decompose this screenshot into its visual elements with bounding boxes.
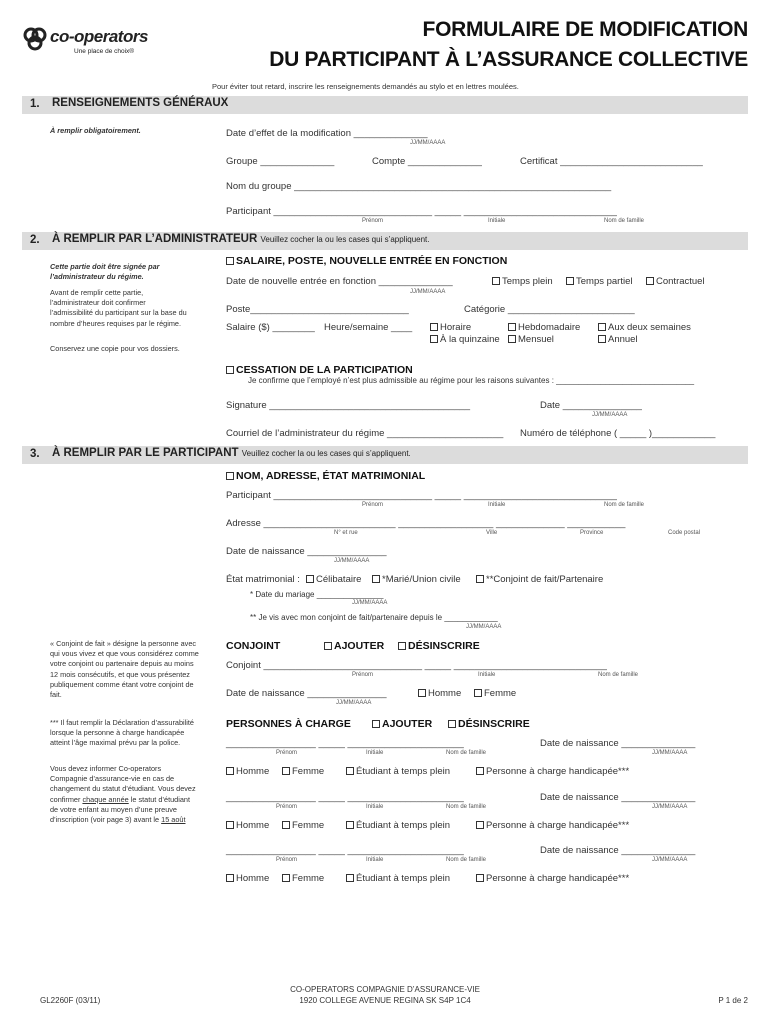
sub-initiale: Initiale: [478, 672, 496, 678]
sub-code-postal: Code postal: [668, 530, 701, 536]
compte-field[interactable]: Compte ______________: [372, 156, 482, 167]
section-1-note: À remplir obligatoirement.: [50, 126, 141, 135]
nom-adresse-heading[interactable]: [226, 470, 425, 482]
charge-3-femme-checkbox[interactable]: [282, 874, 290, 882]
charge-3-femme-option[interactable]: [282, 873, 324, 884]
charge-1-etudiant-checkbox[interactable]: [346, 767, 354, 775]
section-title-text: À REMPLIR PAR LE PARTICIPANT: [52, 447, 239, 459]
nouvelle-entree-field[interactable]: Date de nouvelle entrée en fonction ______________: [226, 276, 453, 287]
naissance-field[interactable]: Date de naissance _______________: [226, 546, 387, 557]
date-format-hint: JJ/MM/AAAA: [336, 700, 372, 706]
date-format-hint: JJ/MM/AAAA: [334, 558, 370, 564]
student-note-deadline: 15 août: [161, 815, 186, 825]
handicape-label: Personne à charge handicapée***: [486, 873, 630, 884]
cessation-heading[interactable]: [226, 364, 413, 376]
desinscrire-label: DÉSINSCRIRE: [458, 718, 530, 730]
cessation-reason-field[interactable]: Je confirme que l’employé n’est plus admissible au régime pour les raisons suivantes : _______________________________: [248, 376, 695, 385]
form-code: GL2260F (03/11): [40, 996, 101, 1005]
sub-nom: Nom de famille: [604, 218, 645, 224]
hebdo-label: Hebdomadaire: [518, 322, 581, 333]
etudiant-label: Étudiant à temps plein: [356, 820, 451, 831]
conjoint-fait-label: **Conjoint de fait/Partenaire: [486, 574, 604, 585]
charge-1-femme-checkbox[interactable]: [282, 767, 290, 775]
conjoint-heading: CONJOINT: [226, 640, 281, 652]
date-format-hint: JJ/MM/AAAA: [652, 857, 688, 863]
femme-label: Femme: [292, 766, 325, 777]
contractuel-label: Contractuel: [656, 276, 705, 287]
conjoint-femme-checkbox[interactable]: [474, 689, 482, 697]
desinscrire-label: DÉSINSCRIRE: [408, 640, 480, 652]
charge-3-etudiant-checkbox[interactable]: [346, 874, 354, 882]
conjoint-fait-checkbox[interactable]: [476, 575, 484, 583]
date-format-hint: JJ/MM/AAAA: [652, 804, 688, 810]
sub-nom: Nom de famille: [446, 804, 487, 810]
sub-province: Province: [580, 530, 604, 536]
handicape-label: Personne à charge handicapée***: [486, 820, 630, 831]
cessation-heading-text: CESSATION DE LA PARTICIPATION: [236, 364, 413, 376]
charge-3-handicape-option[interactable]: [476, 873, 629, 884]
charge-3-etudiant-option[interactable]: [346, 873, 450, 884]
sub-nom: Nom de famille: [604, 502, 645, 508]
conjoint-field[interactable]: Conjoint ______________________________ _____ _____________________________: [226, 660, 607, 671]
celibataire-checkbox[interactable]: [306, 575, 314, 583]
charge-2-name-field[interactable]: _________________ _____ ______________________: [226, 792, 464, 803]
sub-rue: N° et rue: [334, 530, 358, 536]
charge-3-name-field[interactable]: _________________ _____ ______________________: [226, 845, 464, 856]
section-3-header: [22, 446, 748, 464]
conjoint-fait-option[interactable]: [476, 574, 603, 585]
effective-date-field[interactable]: Date d’effet de la modification ______________: [226, 128, 428, 139]
section-title: [52, 233, 430, 245]
aux-deux-checkbox[interactable]: [598, 323, 606, 331]
conjoint-homme-checkbox[interactable]: [418, 689, 426, 697]
mensuel-label: Mensuel: [518, 334, 554, 345]
mensuel-option[interactable]: [508, 334, 554, 345]
charge-2-homme-checkbox[interactable]: [226, 821, 234, 829]
sub-ville: Ville: [486, 530, 498, 536]
intro-instruction: Pour éviter tout retard, inscrire les renseignements demandés au stylo et en lettres moulées.: [212, 82, 519, 91]
sub-nom: Nom de famille: [446, 750, 487, 756]
student-status-note: [50, 764, 200, 825]
company-address: 1920 COLLEGE AVENUE REGINA SK S4P 1C4: [299, 996, 471, 1005]
charge-1-handicape-checkbox[interactable]: [476, 767, 484, 775]
copy-note: Conservez une copie pour vos dossiers.: [50, 344, 180, 353]
quinzaine-option[interactable]: [430, 334, 500, 345]
salaire-checkbox[interactable]: [226, 257, 234, 265]
charge-1-naissance-field[interactable]: Date de naissance ______________: [540, 738, 696, 749]
participant-field[interactable]: Participant ______________________________ _____ _____________________________: [226, 490, 617, 501]
company-name: CO-OPERATORS COMPAGNIE D’ASSURANCE-VIE: [290, 985, 480, 994]
date-format-hint: JJ/MM/AAAA: [592, 412, 628, 418]
conjoint-homme-option[interactable]: [418, 688, 461, 699]
horaire-checkbox[interactable]: [430, 323, 438, 331]
charge-1-homme-option[interactable]: [226, 766, 269, 777]
date-mariage-field[interactable]: * Date du mariage _______________: [250, 590, 384, 599]
categorie-field[interactable]: Catégorie ________________________: [464, 304, 635, 315]
sub-prenom: Prénom: [276, 804, 298, 810]
conjoint-definition-note: « Conjoint de fait » désigne la personne avec qui vous vivez et que vous considérez comme votre conjoint ou partenaire depuis au moins 12 mois consécutifs, et que vous présentez publiquement comme étant votre conjoint de fait.: [50, 639, 199, 700]
charge-ajouter-checkbox[interactable]: [372, 720, 380, 728]
sub-prenom: Prénom: [362, 502, 384, 508]
sub-initiale: Initiale: [488, 502, 506, 508]
celibataire-option[interactable]: [306, 574, 361, 585]
temps-partiel-label: Temps partiel: [576, 276, 633, 287]
charge-2-etudiant-option[interactable]: [346, 820, 450, 831]
admin-sign-note: Cette partie doit être signée par l’administrateur du régime.: [50, 262, 160, 282]
charge-2-handicape-checkbox[interactable]: [476, 821, 484, 829]
charge-2-femme-option[interactable]: [282, 820, 324, 831]
company-logo: [22, 24, 152, 64]
logo-wordmark: co-operators: [50, 27, 148, 46]
temps-partiel-option[interactable]: [566, 276, 633, 287]
sub-nom: Nom de famille: [446, 857, 487, 863]
sub-prenom: Prénom: [276, 857, 298, 863]
charge-desinscrire-checkbox[interactable]: [448, 720, 456, 728]
marie-checkbox[interactable]: [372, 575, 380, 583]
section-title: [52, 447, 411, 459]
conjoint-femme-option[interactable]: [474, 688, 516, 699]
date-format-hint: JJ/MM/AAAA: [652, 750, 688, 756]
telephone-field[interactable]: Numéro de téléphone ( _____ )____________: [520, 428, 716, 439]
section-title: RENSEIGNEMENTS GÉNÉRAUX: [52, 97, 229, 109]
marie-option[interactable]: [372, 574, 461, 585]
charge-2-etudiant-checkbox[interactable]: [346, 821, 354, 829]
salaire-heading[interactable]: [226, 255, 507, 267]
groupe-field[interactable]: Groupe ______________: [226, 156, 335, 167]
courriel-field[interactable]: Courriel de l’administrateur du régime ______________________: [226, 428, 504, 439]
horaire-label: Horaire: [440, 322, 472, 333]
participant-field[interactable]: Participant ______________________________ _____ _____________________________: [226, 206, 617, 217]
etat-matrimonial-label: État matrimonial :: [226, 574, 300, 585]
temps-plein-checkbox[interactable]: [492, 277, 500, 285]
homme-label: Homme: [236, 820, 270, 831]
section-1-header: [22, 96, 748, 114]
aux-deux-option[interactable]: [598, 322, 691, 333]
handicape-label: Personne à charge handicapée***: [486, 766, 630, 777]
charge-2-homme-option[interactable]: [226, 820, 269, 831]
charge-3-handicape-checkbox[interactable]: [476, 874, 484, 882]
logo-tagline: Une place de choix®: [74, 48, 135, 55]
signature-field[interactable]: Signature ______________________________________: [226, 400, 471, 411]
sub-initiale: Initiale: [488, 218, 506, 224]
charge-1-name-field[interactable]: _________________ _____ ______________________: [226, 738, 464, 749]
poste-field[interactable]: Poste______________________________: [226, 304, 409, 315]
cessation-checkbox[interactable]: [226, 366, 234, 374]
annuel-option[interactable]: [598, 334, 638, 345]
hebdo-option[interactable]: [508, 322, 580, 333]
sub-initiale: Initiale: [366, 857, 384, 863]
sub-nom: Nom de famille: [598, 672, 639, 678]
sub-prenom: Prénom: [276, 750, 298, 756]
etudiant-label: Étudiant à temps plein: [356, 873, 451, 884]
vis-avec-field[interactable]: ** Je vis avec mon conjoint de fait/partenaire depuis le ____________: [250, 613, 498, 622]
homme-label: Homme: [428, 688, 462, 699]
charge-2-femme-checkbox[interactable]: [282, 821, 290, 829]
charge-1-homme-checkbox[interactable]: [226, 767, 234, 775]
hebdo-checkbox[interactable]: [508, 323, 516, 331]
conjoint-ajouter-checkbox[interactable]: [324, 642, 332, 650]
date-format-hint: JJ/MM/AAAA: [410, 140, 446, 146]
adresse-field[interactable]: Adresse _________________________ __________________ _____________ ___________: [226, 518, 626, 529]
date-format-hint: JJ/MM/AAAA: [410, 289, 446, 295]
celibataire-label: Célibataire: [316, 574, 362, 585]
charge-desinscrire-option[interactable]: [448, 718, 530, 730]
aux-deux-label: Aux deux semaines: [608, 322, 691, 333]
conjoint-desinscrire-option[interactable]: [398, 640, 480, 652]
handicap-note: *** Il faut remplir la Déclaration d’assurabilité lorsque la personne à charge handicapée atteint l’âge maximal prévu par la police.: [50, 718, 194, 748]
charge-2-naissance-field[interactable]: Date de naissance ______________: [540, 792, 696, 803]
sub-prenom: Prénom: [352, 672, 374, 678]
salaire-heading-text: SALAIRE, POSTE, NOUVELLE ENTRÉE EN FONCTION: [236, 255, 508, 267]
temps-partiel-checkbox[interactable]: [566, 277, 574, 285]
salaire-field[interactable]: Salaire ($) ________: [226, 322, 315, 333]
nom-adresse-heading-text: NOM, ADRESSE, ÉTAT MATRIMONIAL: [236, 470, 426, 482]
quinzaine-label: À la quinzaine: [440, 334, 500, 345]
annuel-label: Annuel: [608, 334, 638, 345]
sub-initiale: Initiale: [366, 804, 384, 810]
sub-initiale: Initiale: [366, 750, 384, 756]
conjoint-desinscrire-checkbox[interactable]: [398, 642, 406, 650]
charge-1-handicape-option[interactable]: [476, 766, 629, 777]
ajouter-label: AJOUTER: [382, 718, 433, 730]
date-format-hint: JJ/MM/AAAA: [352, 600, 388, 606]
annuel-checkbox[interactable]: [598, 335, 606, 343]
section-number: 2.: [30, 234, 40, 246]
certificat-field[interactable]: Certificat ___________________________: [520, 156, 703, 167]
student-note-part1: Vous devez informer Co-operators Compagnie d’assurance-vie en cas de changement du statut d’étudiant. Vous devez confirmer: [50, 764, 196, 804]
contractuel-checkbox[interactable]: [646, 277, 654, 285]
form-title-line1: FORMULAIRE DE MODIFICATION: [422, 18, 748, 41]
co-operators-logo-icon: [22, 26, 48, 52]
charge-ajouter-option[interactable]: [372, 718, 432, 730]
conjoint-ajouter-option[interactable]: [324, 640, 384, 652]
temps-plein-option[interactable]: [492, 276, 553, 287]
charge-1-femme-option[interactable]: [282, 766, 324, 777]
femme-label: Femme: [484, 688, 517, 699]
admin-confirm-note: Avant de remplir cette partie, l’administrateur doit confirmer l’admissibilité du participant sur la base du nombre d’heures requises par le régime.: [50, 288, 187, 328]
ajouter-label: AJOUTER: [334, 640, 385, 652]
femme-label: Femme: [292, 873, 325, 884]
charge-3-homme-option[interactable]: [226, 873, 269, 884]
etudiant-label: Étudiant à temps plein: [356, 766, 451, 777]
homme-label: Homme: [236, 873, 270, 884]
page-number: P 1 de 2: [718, 996, 748, 1005]
charge-3-naissance-field[interactable]: Date de naissance ______________: [540, 845, 696, 856]
charge-2-handicape-option[interactable]: [476, 820, 629, 831]
heures-field[interactable]: Heure/semaine ____: [324, 322, 413, 333]
student-note-part2: le statut d’étudiant de votre enfant au moyen d’une preuve d’inscription (voir page 3) avant le: [50, 794, 190, 825]
charge-1-etudiant-option[interactable]: [346, 766, 450, 777]
date-field[interactable]: Date _______________: [540, 400, 642, 411]
section-number: 3.: [30, 448, 40, 460]
femme-label: Femme: [292, 820, 325, 831]
nom-groupe-field[interactable]: Nom du groupe ____________________________________________________________: [226, 181, 612, 192]
section-title-text: À REMPLIR PAR L’ADMINISTRATEUR: [52, 233, 258, 245]
charge-heading: PERSONNES À CHARGE: [226, 718, 351, 730]
homme-label: Homme: [236, 766, 270, 777]
conjoint-naissance-field[interactable]: Date de naissance _______________: [226, 688, 387, 699]
form-title-line2: DU PARTICIPANT À L’ASSURANCE COLLECTIVE: [269, 48, 748, 71]
section-note: Veuillez cocher la ou les cases qui s’appliquent.: [241, 449, 411, 458]
charge-3-homme-checkbox[interactable]: [226, 874, 234, 882]
date-format-hint: JJ/MM/AAAA: [466, 624, 502, 630]
marie-label: *Marié/Union civile: [382, 574, 461, 585]
contractuel-option[interactable]: [646, 276, 705, 287]
nom-adresse-checkbox[interactable]: [226, 472, 234, 480]
section-2-header: [22, 232, 748, 250]
sub-prenom: Prénom: [362, 218, 384, 224]
student-note-underline: chaque année: [82, 794, 129, 804]
temps-plein-label: Temps plein: [502, 276, 553, 287]
quinzaine-checkbox[interactable]: [430, 335, 438, 343]
mensuel-checkbox[interactable]: [508, 335, 516, 343]
section-number: 1.: [30, 98, 40, 110]
horaire-option[interactable]: [430, 322, 471, 333]
section-note: Veuillez cocher la ou les cases qui s’appliquent.: [260, 235, 430, 244]
